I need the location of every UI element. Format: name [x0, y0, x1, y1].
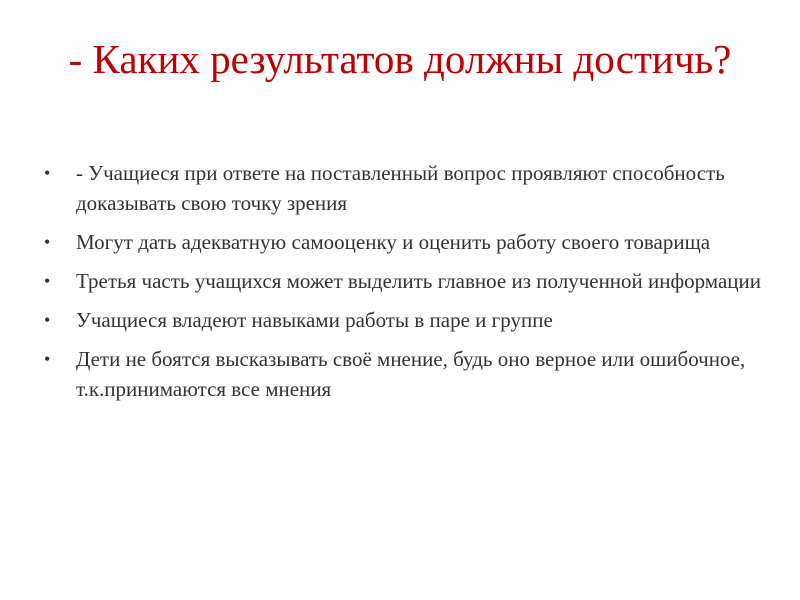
- bullet-dot-icon: •: [44, 232, 51, 252]
- bullet-item: [40, 266, 780, 296]
- bullet-item: [40, 344, 780, 404]
- bullet-text: - Учащиеся при ответе на поставленный вопрос проявляют способность доказывать свою точку зрения: [76, 161, 725, 215]
- bullet-text: Дети не боятся высказывать своё мнение, будь оно верное или ошибочное, т.к.принимаются все мнения: [76, 347, 746, 401]
- slide-title: - Каких результатов должны достичь?: [68, 36, 732, 82]
- bullet-list: [40, 158, 780, 413]
- bullet-dot-icon: •: [44, 310, 51, 330]
- bullet-text: Могут дать адекватную самооценку и оценить работу своего товарища: [76, 230, 711, 254]
- bullet-item: [40, 305, 780, 335]
- bullet-item: [40, 227, 780, 257]
- bullet-text: Учащиеся владеют навыками работы в паре и группе: [76, 308, 553, 332]
- bullet-dot-icon: •: [44, 163, 51, 183]
- bullet-item: [40, 158, 780, 218]
- bullet-text: Третья часть учащихся может выделить главное из полученной информации: [76, 269, 761, 293]
- bullet-dot-icon: •: [44, 349, 51, 369]
- bullet-dot-icon: •: [44, 271, 51, 291]
